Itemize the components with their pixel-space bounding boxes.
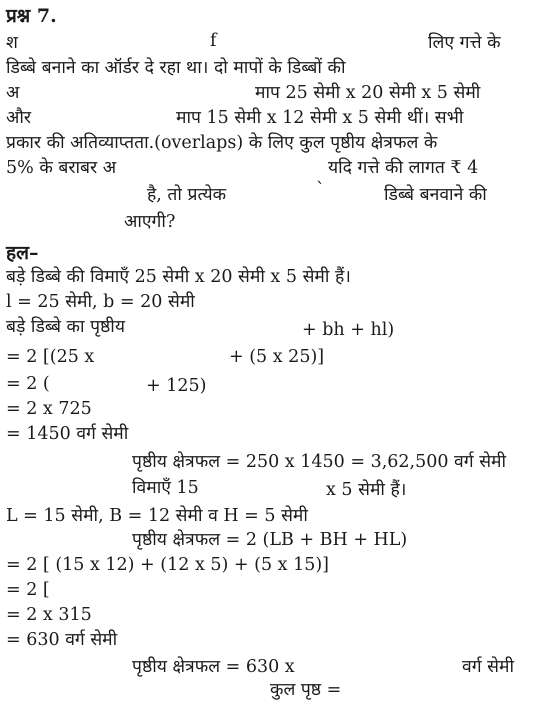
solution-line: + bh + hl)	[302, 320, 395, 340]
solution-line: पृष्ठीय क्षेत्रफल = 630 x	[132, 657, 295, 677]
question-text: श	[6, 33, 18, 53]
question-text: यदि गत्ते की लागत ₹ 4	[328, 158, 479, 178]
question-text: प्रकार की अतिव्याप्तता.(overlaps) के लिए कुल पृष्ठीय क्षेत्रफल के	[6, 133, 438, 153]
solution-line: बड़े डिब्बे का पृष्ठीय	[6, 317, 125, 337]
solution-heading: हल–	[6, 242, 39, 264]
question-text: है, तो प्रत्येक	[147, 185, 227, 205]
solution-line: = 2 (	[6, 374, 50, 394]
solution-line: = 630 वर्ग सेमी	[6, 630, 118, 650]
solution-line: = 1450 वर्ग सेमी	[6, 424, 129, 444]
question-text: डिब्बे बनाने का ऑर्डर दे रहा था। दो मापों के डिब्बों की	[6, 58, 346, 78]
question-text: f	[210, 31, 217, 51]
solution-line: वर्ग सेमी	[462, 657, 514, 677]
solution-line: विमाएँ 15	[132, 478, 199, 498]
solution-line: = 2 x 315	[6, 605, 92, 625]
question-text: लिए गत्ते के	[428, 33, 501, 53]
solution-line: L = 15 सेमी, B = 12 सेमी व H = 5 सेमी	[6, 506, 308, 526]
solution-line: = 2 [	[6, 580, 50, 600]
solution-line: पृष्ठीय क्षेत्रफल = 250 x 1450 = 3,62,500 वर्ग सेमी	[132, 452, 507, 472]
question-text: आएगी?	[124, 212, 176, 232]
question-heading: प्रश्न 7.	[6, 5, 57, 27]
solution-line: = 2 [(25 x	[6, 347, 95, 367]
solution-line: पृष्ठीय क्षेत्रफल = 2 (LB + BH + HL)	[132, 530, 408, 550]
solution-line: x 5 सेमी हैं।	[326, 480, 407, 500]
question-text: और	[6, 108, 32, 128]
solution-line: l = 25 सेमी, b = 20 सेमी	[6, 292, 195, 312]
solution-line: बड़े डिब्बे की विमाएँ 25 सेमी x 20 सेमी x 5 सेमी हैं।	[6, 267, 351, 287]
question-text: माप 15 सेमी x 12 सेमी x 5 सेमी थीं। सभी	[176, 108, 464, 128]
question-text: डिब्बे बनवाने की	[384, 185, 487, 205]
solution-line: = 2 x 725	[6, 399, 92, 419]
solution-line: + (5 x 25)]	[229, 347, 325, 367]
question-text: अ	[6, 83, 20, 103]
solution-line: कुल पृष्ठ =	[270, 680, 342, 700]
question-text: `	[316, 180, 325, 200]
solution-line: = 2 [ (15 x 12) + (12 x 5) + (5 x 15)]	[6, 555, 330, 575]
question-text: माप 25 सेमी x 20 सेमी x 5 सेमी	[255, 83, 481, 103]
solution-line: + 125)	[146, 376, 207, 396]
question-text: 5% के बराबर अ	[6, 158, 117, 178]
